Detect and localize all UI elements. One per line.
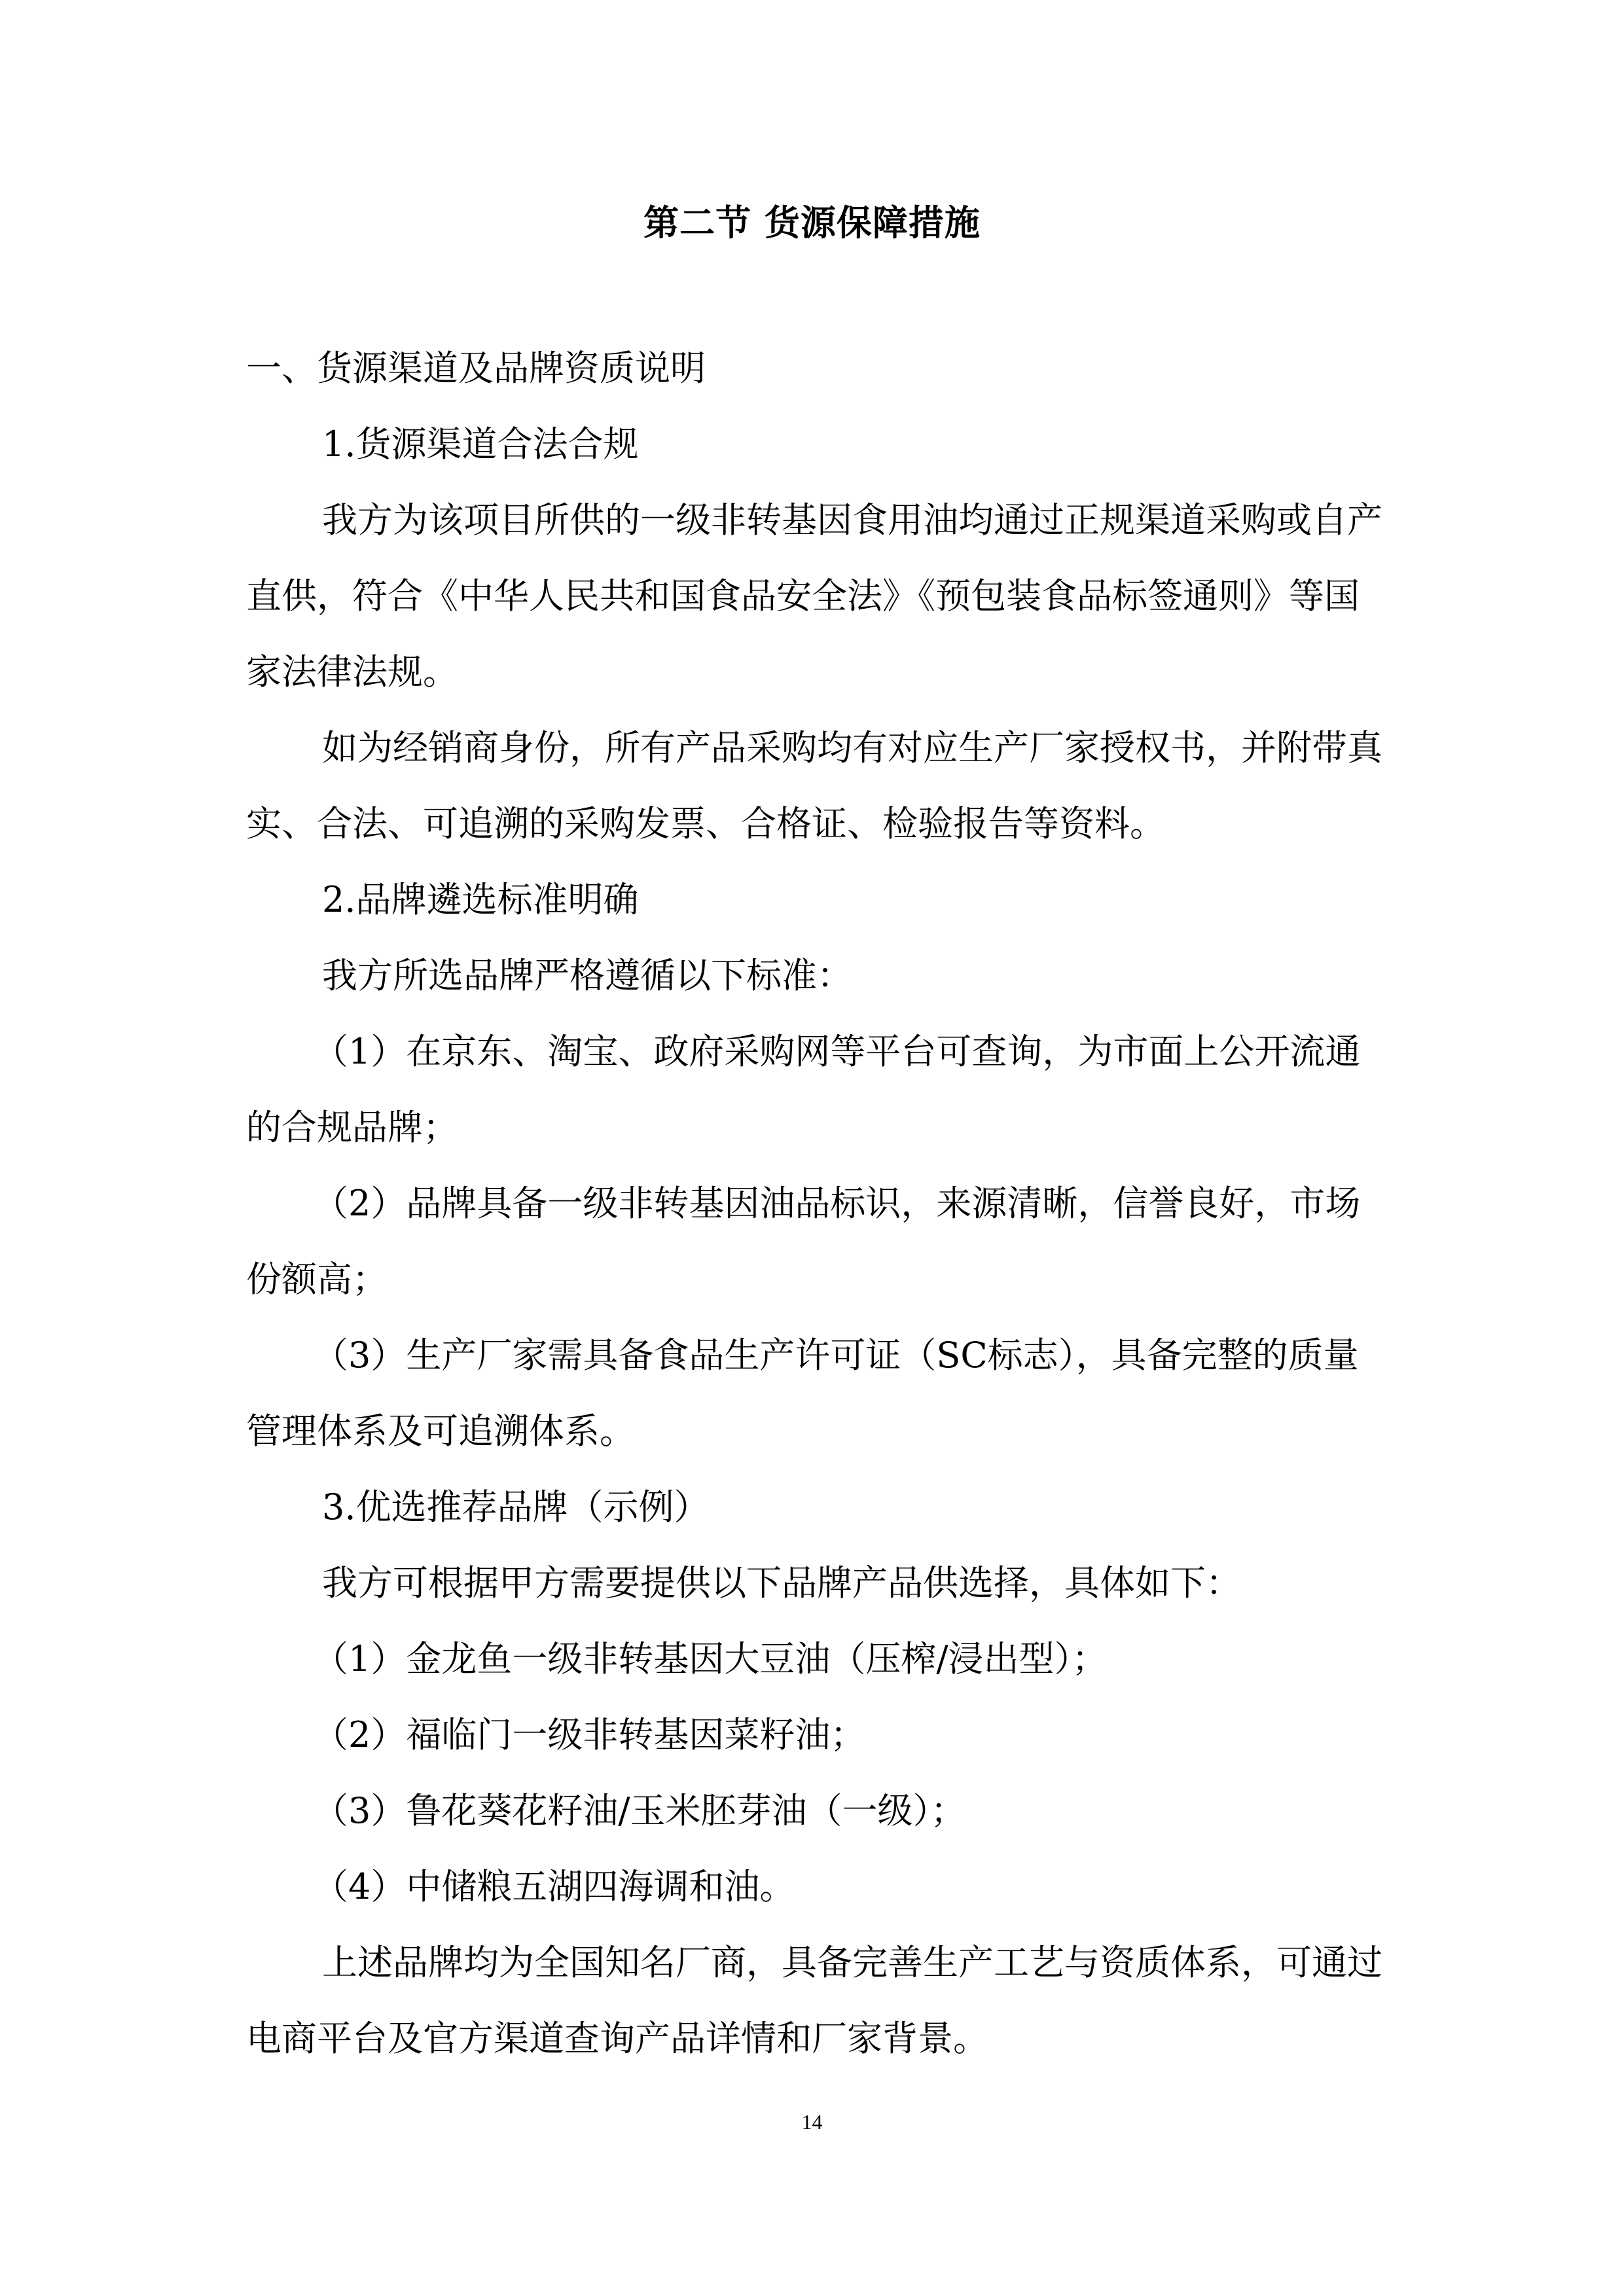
subsection-heading-3: 3.优选推荐品牌（示例） bbox=[322, 1486, 710, 1528]
section-heading: 一、货源渠道及品牌资质说明 bbox=[246, 348, 706, 389]
paragraph-1: 我方为该项目所供的一级非转基因食用油均通过正规渠道采购或自产直供，符合《中华人民共和国食品安全法》《预包装食品标签通则》等国家法律法规。 bbox=[246, 499, 1382, 692]
page-title: 第二节 货源保障措施 bbox=[643, 202, 981, 243]
list-item: （1）在京东、淘宝、政府采购网等平台可查询，为市面上公开流通的合规品牌； bbox=[246, 1031, 1361, 1148]
document-body bbox=[246, 331, 1392, 2077]
list-item: （1）金龙鱼一级非转基因大豆油（压榨/浸出型）； bbox=[313, 1638, 1108, 1679]
subsection-heading-2: 2.品牌遴选标准明确 bbox=[322, 879, 639, 920]
list-item: （4）中储粮五湖四海调和油。 bbox=[313, 1866, 795, 1907]
paragraph-4: 我方可根据甲方需要提供以下品牌产品供选择，具体如下： bbox=[322, 1562, 1241, 1604]
paragraph-5: 上述品牌均为全国知名厂商，具备完善生产工艺与资质体系，可通过电商平台及官方渠道查询产品详情和厂家背景。 bbox=[246, 1942, 1382, 2059]
list-item: （2）品牌具备一级非转基因油品标识，来源清晰，信誉良好，市场份额高； bbox=[246, 1183, 1361, 1300]
paragraph-2: 如为经销商身份，所有产品采购均有对应生产厂家授权书，并附带真实、合法、可追溯的采购发票、合格证、检验报告等资料。 bbox=[246, 727, 1382, 844]
paragraph-3: 我方所选品牌严格遵循以下标准： bbox=[322, 955, 852, 996]
subsection-heading-1: 1.货源渠道合法合规 bbox=[322, 423, 639, 465]
list-item: （3）生产厂家需具备食品生产许可证（SC标志），具备完整的质量管理体系及可追溯体系。 bbox=[246, 1335, 1359, 1452]
list-item: （3）鲁花葵花籽油/玉米胚芽油（一级）； bbox=[313, 1790, 966, 1831]
list-item: （2）福临门一级非转基因菜籽油； bbox=[313, 1714, 866, 1755]
page-number: 14 bbox=[801, 2110, 823, 2134]
